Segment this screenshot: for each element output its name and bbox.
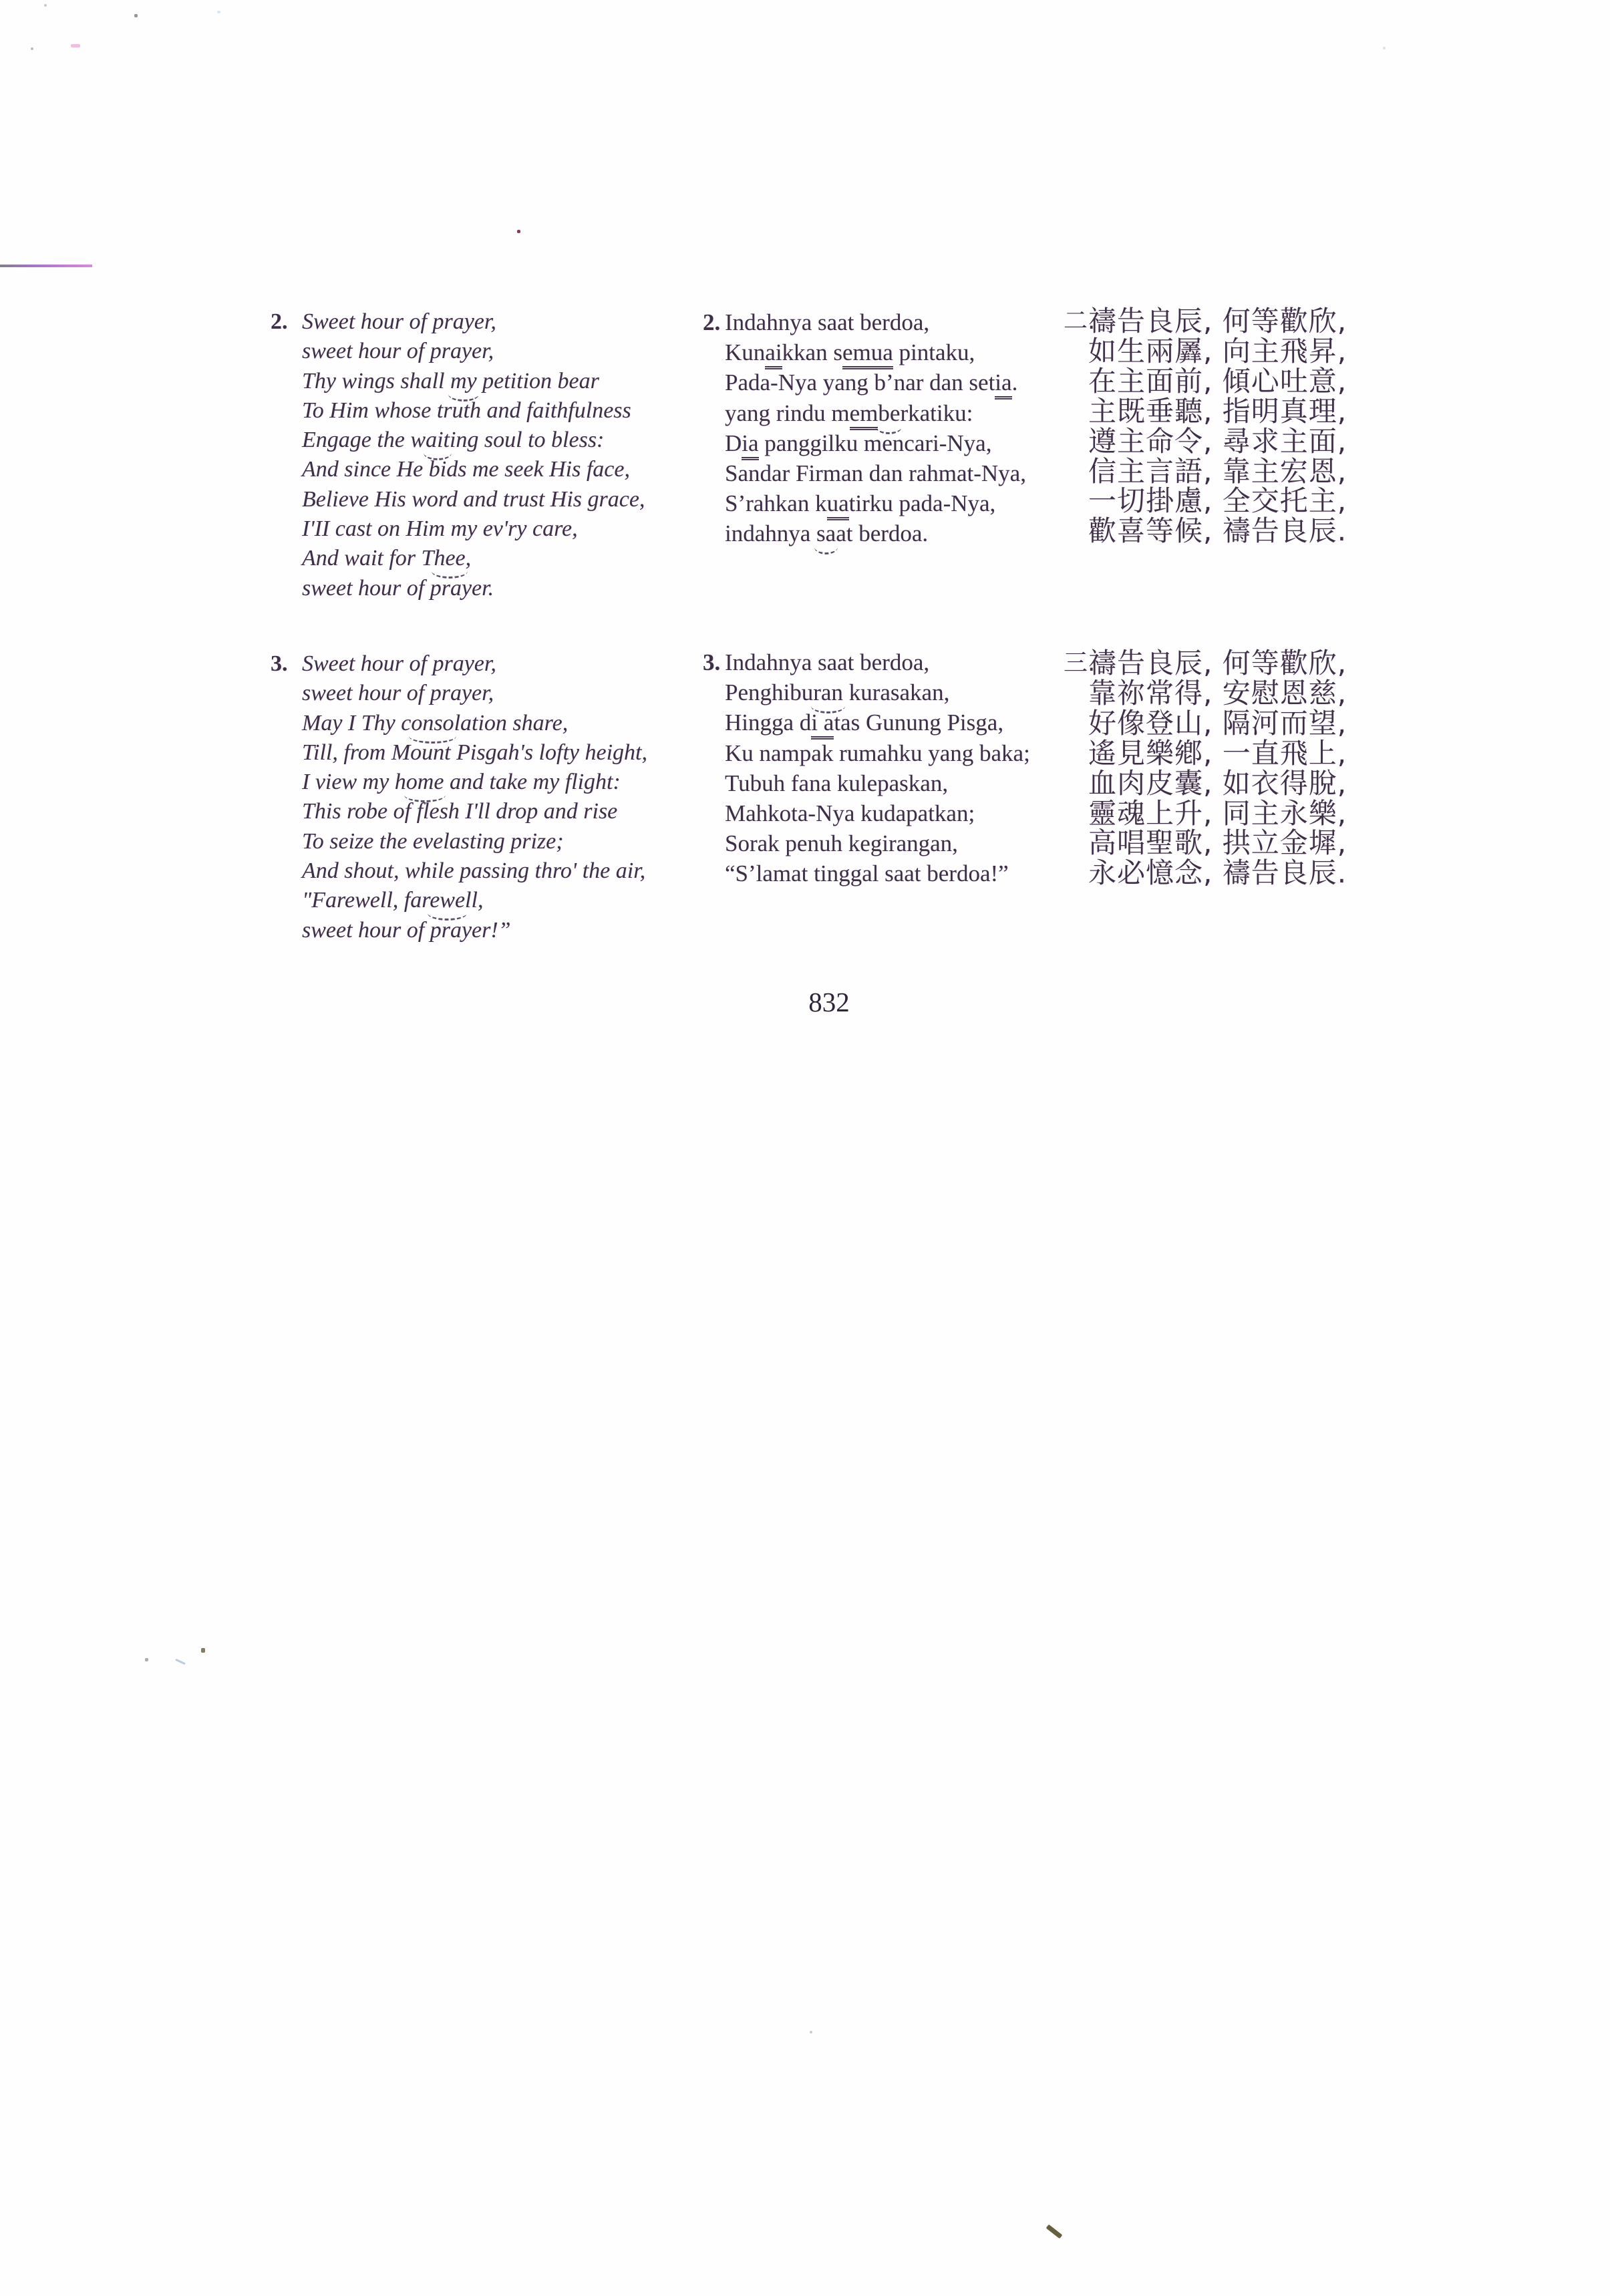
hymn-verse-chinese-3 <box>1064 647 1347 890</box>
verse-line: May I Thy consolation share, <box>302 710 569 735</box>
verse-line: Sweet hour of prayer, <box>302 309 496 334</box>
verse-line: Dia panggilku mencari-Nya, <box>725 428 1026 458</box>
slur-mark: hee <box>434 546 466 571</box>
verse-line: And since He bids me seek His face, <box>302 457 630 482</box>
verse-line: Believe His word and trust His grace, <box>302 486 645 512</box>
verse-line: 靈魂上升, 同主永樂, <box>1088 796 1347 830</box>
scan-speck <box>810 2031 812 2033</box>
verse-line: “S’lamat tinggal saat berdoa!” <box>725 860 1009 887</box>
hymn-verse-indonesian-3 <box>703 647 1030 889</box>
verse-number: 二. <box>1064 307 1096 335</box>
scan-line-artifact <box>0 265 92 267</box>
slur-mark: ome <box>406 770 444 795</box>
verse-number: 3. <box>271 651 288 676</box>
verse-line: 如生兩羼, 向主飛昇, <box>1088 334 1347 367</box>
verse-line: 禱告良辰, 何等歡欣, <box>1088 305 1347 337</box>
verse-line: 靠祢常得, 安慰恩慈, <box>1088 676 1347 709</box>
page-number: 832 <box>808 987 850 1017</box>
verse-line: This robe of flesh I'll drop and rise <box>302 799 618 824</box>
verse-line: Pada-Nya yang b’nar dan setia. <box>725 367 1026 397</box>
scan-speck <box>201 1648 205 1653</box>
verse-line: Till, from Mount Pisgah's lofty height, <box>302 740 647 765</box>
verse-line: yang rindu memberkatiku: <box>725 398 1026 428</box>
verse-line: 遙見樂鄕, 一直飛上, <box>1088 736 1347 770</box>
verse-line: S’rahkan kuatirku pada-Nya, <box>725 488 1026 518</box>
underline-mark: ua <box>871 339 893 369</box>
underline-mark: ia <box>995 369 1011 399</box>
hymn-verse-english-2 <box>271 307 645 603</box>
verse-line: sweet hour of prayer. <box>302 575 494 601</box>
underline-mark: ai <box>765 339 782 369</box>
verse-line: To seize the evelasting prize; <box>302 828 564 854</box>
hymn-verse-chinese-2 <box>1064 305 1347 548</box>
verse-line: Indahnya saat berdoa, <box>725 309 930 335</box>
verse-line: 遵主命令, 尋求主面, <box>1088 424 1347 458</box>
verse-line: 主既垂聽, 指明真理, <box>1088 394 1347 428</box>
scan-speck <box>44 4 47 7</box>
verse-number: 3. <box>703 649 721 675</box>
hymn-verse-english-3 <box>271 649 647 945</box>
verse-number: 三. <box>1064 649 1096 677</box>
verse-line: 歡喜等候, 禱告良辰. <box>1088 514 1347 548</box>
scan-speck <box>1383 47 1386 49</box>
underline-mark: ua <box>827 490 849 520</box>
slur-mark: ran <box>813 679 843 706</box>
underline-mark: ia <box>742 430 758 460</box>
verse-line: Sweet hour of prayer, <box>302 651 496 676</box>
underline-mark: i a <box>811 709 834 740</box>
scan-speck <box>217 11 220 13</box>
verse-line: Indahnya saat berdoa, <box>725 649 930 675</box>
verse-line: Kunaikkan semua pintaku, <box>725 337 1026 367</box>
scan-speck <box>71 44 80 47</box>
verse-line: I'II cast on Him my ev'ry care, <box>302 516 578 542</box>
scan-speck <box>175 1659 186 1665</box>
verse-line: 永必憶念, 禱告良辰. <box>1088 856 1347 890</box>
verse-line: To Him whose truth and faithfulness <box>302 397 631 423</box>
verse-line: Mahkota-Nya kudapatkan; <box>725 800 975 827</box>
verse-line: Engage the waiting soul to bless: <box>302 428 605 453</box>
verse-line: Hingga di atas Gunung Pisga, <box>725 707 1030 737</box>
verse-line: 一切掛慮, 全交托主, <box>1088 484 1347 518</box>
verse-line: Sandar Firman dan rahmat-Nya, <box>725 460 1026 487</box>
verse-line: Sorak penuh kegirangan, <box>725 830 958 857</box>
scan-speck <box>1046 2225 1063 2239</box>
verse-line: 信主言語, 靠主宏恩, <box>1088 454 1347 488</box>
verse-number: 2. <box>703 309 721 335</box>
verse-line: I view my home and take my flight: <box>302 770 621 795</box>
underline-mark: em <box>842 339 871 369</box>
verse-line: sweet hour of prayer!” <box>302 917 511 943</box>
verse-line: 高唱聖歌, 拱立金墀, <box>1088 826 1347 860</box>
slur-mark: my <box>450 368 477 393</box>
scan-speck <box>145 1658 148 1661</box>
slur-mark: onso <box>411 710 454 735</box>
scan-speck <box>134 14 138 17</box>
hymn-verse-indonesian-2 <box>703 307 1026 549</box>
verse-number: 2. <box>271 309 288 334</box>
slur-mark: ait <box>426 428 450 453</box>
verse-line: And shout, while passing thro' the air, <box>302 858 646 884</box>
verse-line: 在主面前, 傾心吐意, <box>1088 364 1347 397</box>
verse-line: Tubuh fana kulepaskan, <box>725 770 949 796</box>
slur-mark: be <box>878 399 901 426</box>
verse-line: 好像登山, 隔河而望, <box>1088 706 1347 740</box>
slur-mark: sa <box>816 520 836 547</box>
verse-line: sweet hour of prayer, <box>302 681 494 706</box>
verse-line: sweet hour of prayer, <box>302 339 494 364</box>
verse-line: "Farewell, farewell, <box>302 888 484 913</box>
verse-line: And wait for Thee, <box>302 546 472 571</box>
verse-line: 血肉皮囊, 如衣得脫, <box>1088 766 1347 800</box>
verse-line: Penghiburan kurasakan, <box>725 679 950 706</box>
slur-mark: ewe <box>430 888 466 913</box>
scan-speck <box>517 230 520 233</box>
underline-mark: em <box>850 400 878 430</box>
verse-line: indahnya saat berdoa. <box>725 520 929 547</box>
scan-speck <box>31 47 33 50</box>
verse-line: Thy wings shall my petition bear <box>302 368 599 393</box>
verse-line: 禱告良辰, 何等歡欣, <box>1088 647 1347 679</box>
verse-line: Ku nampak rumahku yang baka; <box>725 740 1030 766</box>
